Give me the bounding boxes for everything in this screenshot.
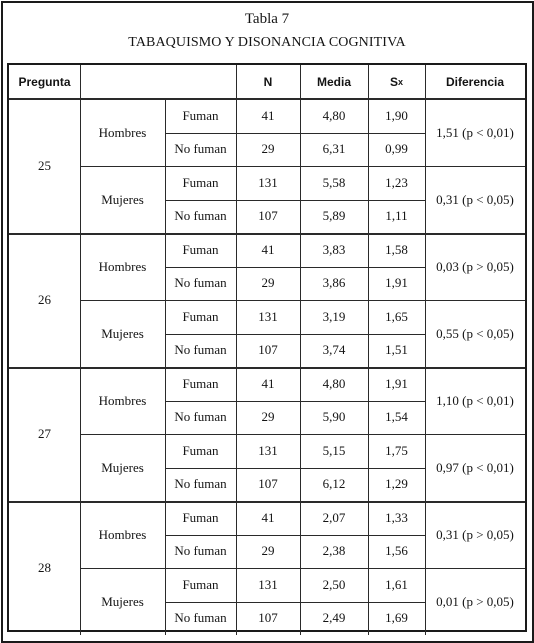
difference-value: 1,10 (p < 0,01) — [436, 392, 514, 408]
n-value: 41 — [261, 107, 275, 123]
condition-label: No fuman — [174, 208, 227, 224]
media-value: 4,80 — [322, 375, 346, 391]
group-sex-label: Hombres — [98, 258, 147, 274]
media-value: 2,50 — [322, 576, 346, 592]
difference-value: 1,51 (p < 0,01) — [436, 124, 514, 140]
n-value: 41 — [261, 509, 275, 525]
n-value: 131 — [258, 174, 278, 190]
group-sex-label: Hombres — [98, 124, 147, 140]
n-value: 29 — [261, 543, 275, 559]
condition-label: No fuman — [174, 409, 227, 425]
sx-value: 1,56 — [385, 543, 408, 559]
media-value: 6,31 — [322, 141, 346, 157]
question-number: 25 — [38, 158, 51, 173]
media-value: 5,58 — [322, 174, 346, 190]
difference-value: 0,31 (p > 0,05) — [436, 526, 514, 542]
media-value: 3,83 — [322, 241, 346, 257]
question-number: 28 — [38, 560, 51, 575]
condition-label: No fuman — [174, 543, 227, 559]
table-title: Tabla 7 — [244, 11, 290, 27]
sx-value: 1,51 — [385, 342, 408, 358]
difference-value: 0,97 (p < 0,01) — [436, 459, 514, 475]
difference-value: 0,03 (p > 0,05) — [436, 258, 514, 274]
question-number: 26 — [38, 292, 51, 307]
n-value: 41 — [261, 241, 275, 257]
group-sex-label: Mujeres — [101, 459, 144, 475]
question-number: 27 — [38, 426, 51, 441]
condition-label: No fuman — [174, 342, 227, 358]
n-value: 29 — [261, 141, 275, 157]
sx-value: 1,33 — [385, 509, 408, 525]
n-value: 107 — [258, 476, 278, 492]
condition-label: Fuman — [182, 174, 219, 190]
difference-value: 0,55 (p < 0,05) — [436, 325, 514, 341]
condition-label: Fuman — [182, 107, 219, 123]
media-value: 2,38 — [322, 543, 346, 559]
n-value: 29 — [261, 409, 275, 425]
condition-label: Fuman — [182, 308, 219, 324]
condition-label: Fuman — [182, 442, 219, 458]
sx-value: 1,11 — [385, 208, 408, 224]
sx-value: 1,29 — [385, 476, 408, 492]
media-value: 2,49 — [322, 610, 346, 626]
sx-value: 1,69 — [385, 610, 408, 626]
media-value: 3,19 — [322, 308, 346, 324]
condition-label: No fuman — [174, 275, 227, 291]
sx-value: 1,54 — [385, 409, 408, 425]
header-n: N — [263, 75, 273, 89]
sx-value: 1,91 — [385, 375, 408, 391]
sx-value: 1,75 — [385, 442, 408, 458]
media-value: 5,89 — [322, 208, 346, 224]
condition-label: No fuman — [174, 476, 227, 492]
group-sex-label: Mujeres — [101, 593, 144, 609]
header-sx — [368, 65, 425, 99]
sx-value: 1,23 — [385, 174, 408, 190]
header-diferencia: Diferencia — [445, 75, 505, 89]
condition-label: Fuman — [182, 509, 219, 525]
group-sex-label: Hombres — [98, 392, 147, 408]
media-value: 2,07 — [322, 509, 346, 525]
group-sex-label: Mujeres — [101, 325, 144, 341]
media-value: 5,15 — [322, 442, 346, 458]
n-value: 107 — [258, 208, 278, 224]
table-subtitle: TABAQUISMO Y DISONANCIA COGNITIVA — [128, 35, 406, 50]
header-pregunta: Pregunta — [18, 75, 71, 89]
header-sx-subscript: x — [398, 77, 404, 87]
condition-label: Fuman — [182, 241, 219, 257]
sx-value: 1,91 — [385, 275, 408, 291]
media-value: 3,86 — [322, 275, 346, 291]
condition-label: Fuman — [182, 576, 219, 592]
sx-value: 1,58 — [385, 241, 408, 257]
n-value: 131 — [258, 442, 278, 458]
n-value: 41 — [261, 375, 275, 391]
condition-label: No fuman — [174, 610, 227, 626]
sx-value: 1,65 — [385, 308, 408, 324]
condition-label: No fuman — [174, 141, 227, 157]
group-sex-label: Mujeres — [101, 191, 144, 207]
media-value: 5,90 — [322, 409, 346, 425]
media-value: 4,80 — [322, 107, 346, 123]
n-value: 29 — [261, 275, 275, 291]
n-value: 107 — [258, 610, 278, 626]
n-value: 131 — [258, 308, 278, 324]
data-table — [7, 63, 527, 632]
header-media: Media — [316, 75, 351, 89]
header-group — [80, 65, 236, 99]
media-value: 6,12 — [322, 476, 346, 492]
difference-value: 0,01 (p > 0,05) — [436, 593, 514, 609]
n-value: 131 — [258, 576, 278, 592]
sx-value: 1,61 — [385, 576, 408, 592]
group-sex-label: Hombres — [98, 526, 147, 542]
sx-value: 1,90 — [385, 107, 408, 123]
difference-value: 0,31 (p < 0,05) — [436, 191, 514, 207]
header-sx-label: S — [389, 75, 398, 89]
sx-value: 0,99 — [385, 141, 408, 157]
media-value: 3,74 — [322, 342, 346, 358]
n-value: 107 — [258, 342, 278, 358]
condition-label: Fuman — [182, 375, 219, 391]
